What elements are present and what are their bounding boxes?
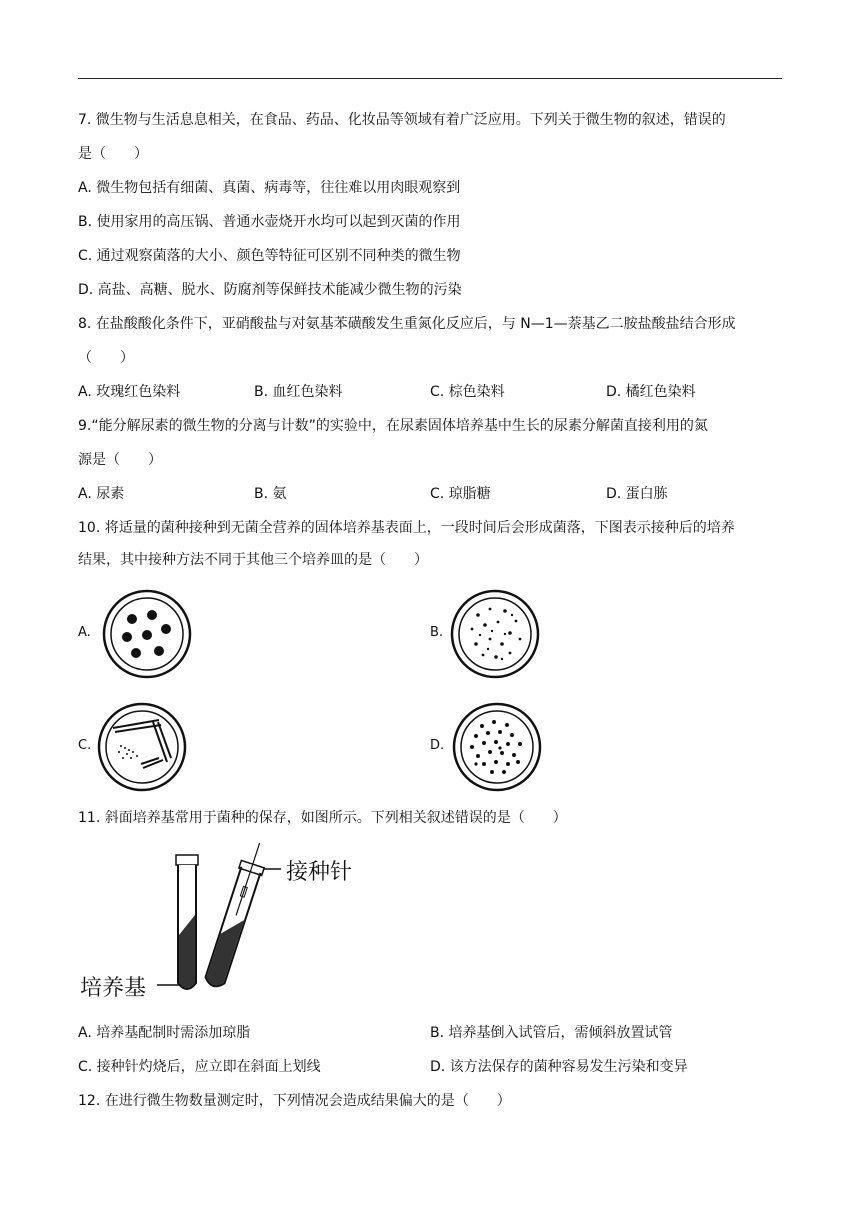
dish-c-label: C. [78, 738, 92, 753]
q9-option-b: B. 氨 [254, 486, 287, 502]
q11-stem: 11. 斜面培养基常用于菌种的保存，如图所示。下列相关叙述错误的是（ ） [78, 810, 567, 826]
dish-d-label: D. [430, 738, 445, 753]
q8-option-a: A. 玫瑰红色染料 [78, 384, 181, 400]
q11-option-a: A. 培养基配制时需添加琼脂 [78, 1025, 251, 1041]
q8-stem-line2: （ ） [78, 350, 134, 366]
q10-stem-line1: 10. 将适量的菌种接种到无菌全营养的固体培养基表面上，一段时间后会形成菌落，下图表示接种后的培养 [78, 520, 735, 536]
needle-label: 接种针 [286, 860, 353, 885]
q7-option-c: C. 通过观察菌落的大小、颜色等特征可区别不同种类的微生物 [78, 248, 461, 264]
q11-option-c: C. 接种针灼烧后，应立即在斜面上划线 [78, 1059, 321, 1075]
petri-dish-a [102, 589, 192, 679]
petri-dish-c [97, 702, 187, 792]
q7-option-d: D. 高盐、高糖、脱水、防腐剂等保鲜技术能减少微生物的污染 [78, 282, 462, 298]
q9-stem-line1: 9.“能分解尿素的微生物的分离与计数”的实验中，在尿素固体培养基中生长的尿素分解菌直接利用的氮 [78, 418, 708, 434]
header-rule [78, 78, 782, 79]
dish-b-label: B. [430, 625, 444, 640]
q9-option-c: C. 琼脂糖 [430, 486, 491, 502]
q9-option-d: D. 蛋白胨 [606, 486, 668, 502]
q9-stem-line2: 源是（ ） [78, 452, 162, 468]
medium-label: 培养基 [80, 976, 147, 1001]
q7-option-b: B. 使用家用的高压锅、普通水壶烧开水均可以起到灭菌的作用 [78, 214, 461, 230]
q8-option-c: C. 棕色染料 [430, 384, 505, 400]
q7-stem-line2: 是（ ） [78, 146, 148, 162]
q7-stem-line1: 7. 微生物与生活息息相关，在食品、药品、化妆品等领域有着广泛应用。下列关于微生物的叙述，错误的 [78, 112, 726, 128]
dish-a-label: A. [78, 625, 91, 640]
q10-stem-line2: 结果，其中接种方法不同于其他三个培养皿的是（ ） [78, 552, 428, 568]
q9-option-a: A. 尿素 [78, 486, 125, 502]
petri-dish-d [452, 702, 542, 792]
q11-option-d: D. 该方法保存的菌种容易发生污染和变异 [430, 1059, 688, 1075]
q8-option-d: D. 橘红色染料 [606, 384, 696, 400]
q7-option-a: A. 微生物包括有细菌、真菌、病毒等，往往难以用肉眼观察到 [78, 180, 461, 196]
q8-stem-line1: 8. 在盐酸酸化条件下，亚硝酸盐与对氨基苯磺酸发生重氮化反应后，与 N—1—萘基乙二胺盐酸盐结合形成 [78, 316, 736, 332]
q11-option-b: B. 培养基倒入试管后，需倾斜放置试管 [430, 1025, 673, 1041]
q8-option-b: B. 血红色染料 [254, 384, 343, 400]
petri-dish-b [450, 589, 540, 679]
q12-stem: 12. 在进行微生物数量测定时，下列情况会造成结果偏大的是（ ） [78, 1093, 511, 1109]
